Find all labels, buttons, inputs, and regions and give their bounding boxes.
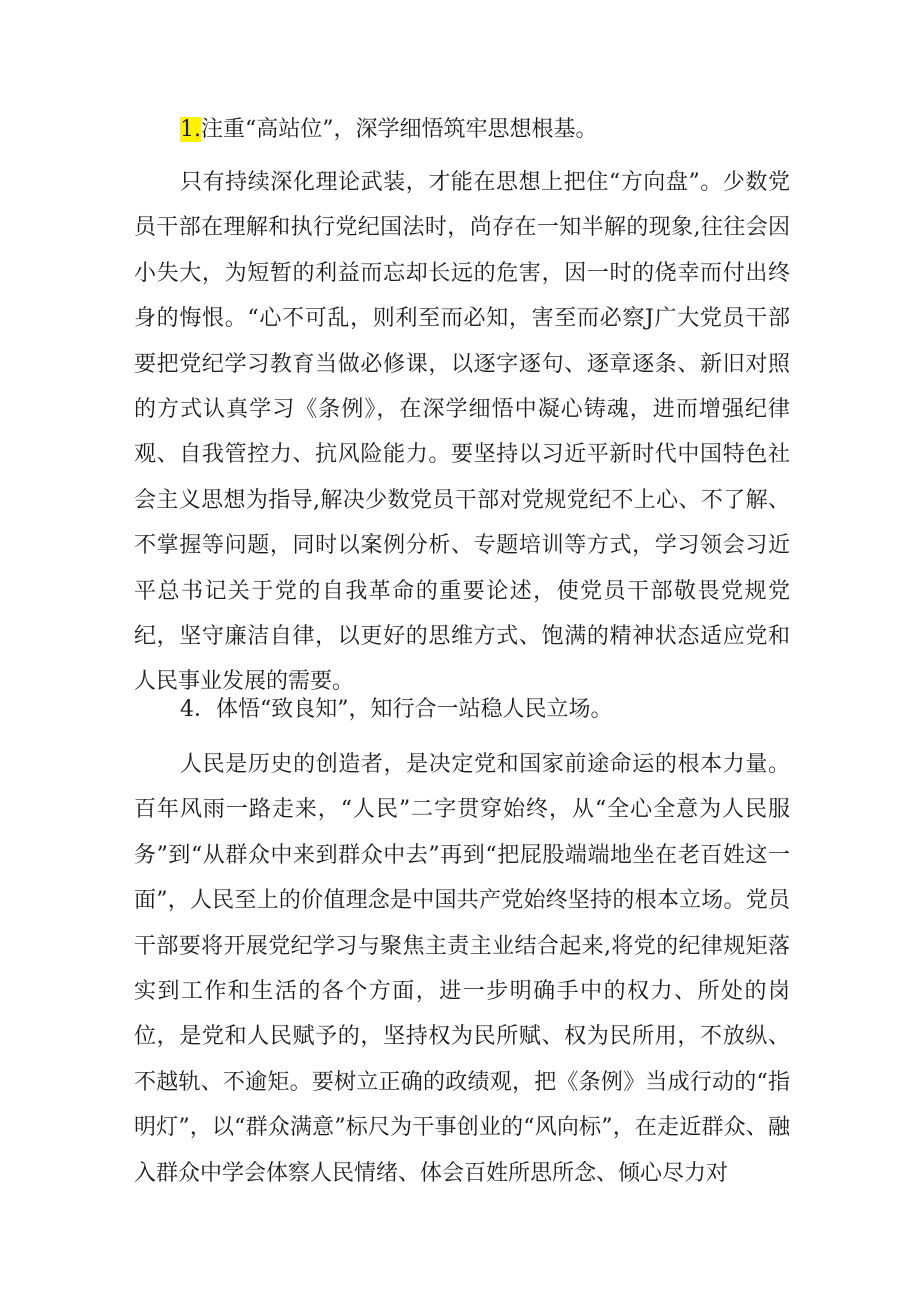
section-1-title: 注重“高站位”，深学细悟筑牢思想根基。	[201, 117, 598, 142]
section-4-paragraph: 人民是历史的创造者，是决定党和国家前途命运的根本力量。百年风雨一路走来，“人民”二字贯穿始终，从“全心全意为人民服务”到“从群众中来到群众中去”再到“把屁股端端地坐在老百姓这一面”，人民至上的价值理念是中国共产党始终坚持的根本立场。党员干部要将开展党纪学习与聚焦主责主业结合起来,将党的纪律规矩落实到工作和生活的各个方面，进一步明确手中的权力、所处的岗位，是党和人民赋予的，坚持权为民所赋、权为民所用，不放纵、不越轨、不逾矩。要树立正确的政绩观，把《条例》当成行动的“指明灯”，以“群众满意”标尺为干事创业的“风向标”，在走近群众、融入群众中学会体察人民情绪、体会百姓所思所念、倾心尽力对	[134, 752, 790, 1186]
section-1-heading	[180, 110, 598, 150]
section-4-heading: 4．体悟“致良知”，知行合一站稳人民立场。	[180, 697, 613, 722]
highlighted-section-number: 1.	[180, 117, 201, 142]
section-1-paragraph: 只有持续深化理论武装，才能在思想上把住“方向盘”。少数党员干部在理解和执行党纪国法时，尚存在一知半解的现象,往往会因小失大，为短暂的利益而忘却长远的危害，因一时的侥幸而付出终身的悔恨。“心不可乱，则利至而必知，害至而必察J广大党员干部要把党纪学习教育当做必修课，以逐字逐句、逐章逐条、新旧对照的方式认真学习《条例》，在深学细悟中凝心铸魂，进而增强纪律观、自我管控力、抗风险能力。要坚持以习近平新时代中国特色社会主义思想为指导,解决少数党员干部对党规党纪不上心、不了解、不掌握等问题，同时以案例分析、专题培训等方式，学习领会习近平总书记关于党的自我革命的重要论述，使党员干部敬畏党规党纪，坚守廉洁自律，以更好的思维方式、饱满的精神状态适应党和人民事业发展的需要。	[134, 170, 790, 695]
